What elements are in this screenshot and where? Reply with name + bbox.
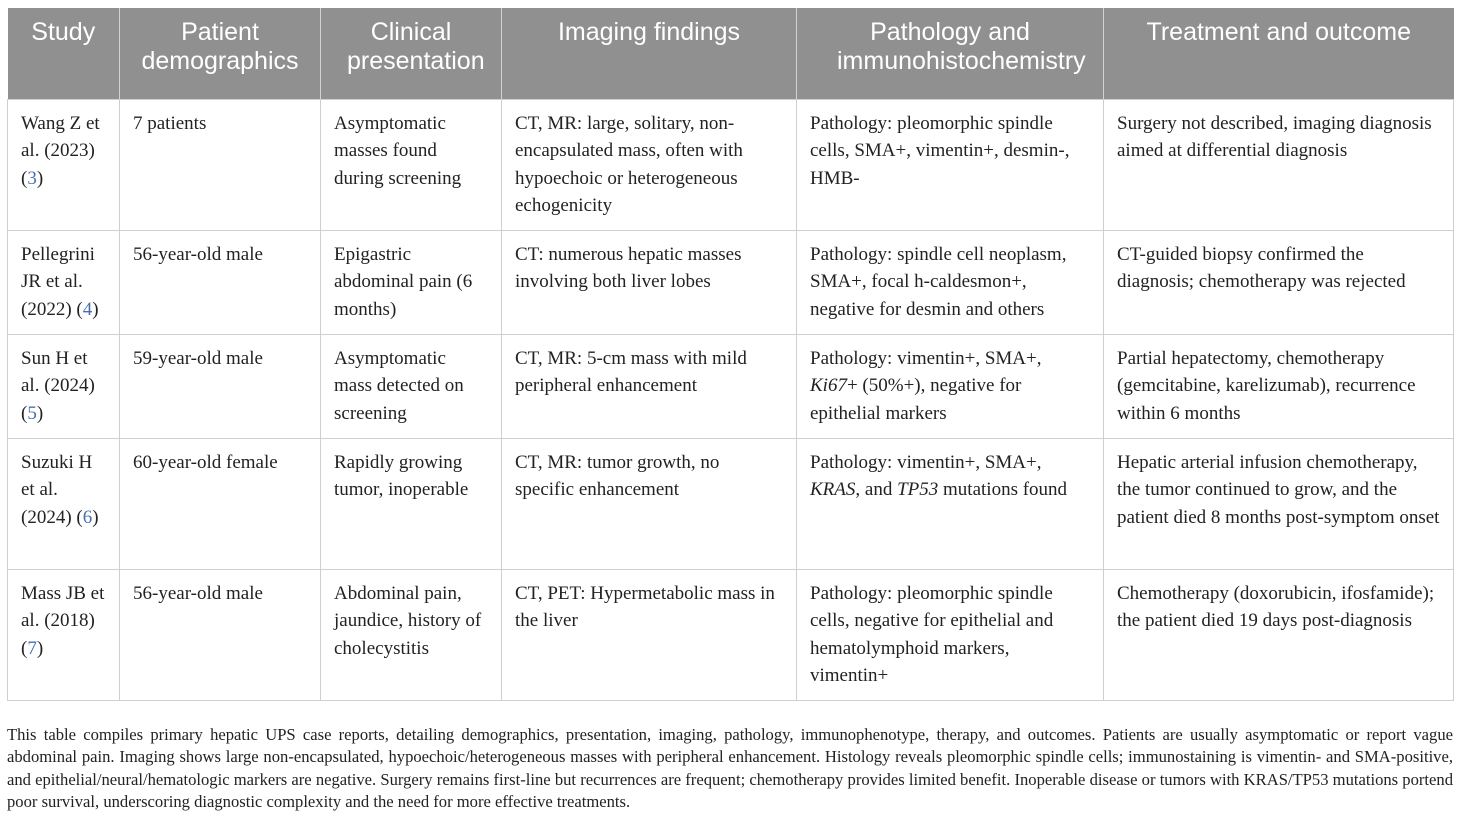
column-header-study: Study <box>8 8 120 99</box>
cell-study <box>8 438 120 569</box>
cell-study <box>8 334 120 438</box>
cell-treatment: Partial hepatectomy, chemotherapy (gemcitabine, karelizumab), recurrence within 6 months <box>1104 334 1454 438</box>
cell-demographics: 60-year-old female <box>120 438 321 569</box>
marker-ki67: Ki67 <box>810 375 847 396</box>
pathology-text: mutations found <box>938 479 1068 500</box>
study-citation: Suzuki H et al. (2024) ( <box>21 451 93 528</box>
cell-treatment: Hepatic arterial infusion chemotherapy, the tumor continued to grow, and the patient died 8 months post-symptom onset <box>1104 438 1454 569</box>
cell-imaging: CT, MR: tumor growth, no specific enhancement <box>502 438 797 569</box>
study-citation: Sun H et al. (2024) ( <box>21 347 95 424</box>
table-footnote: This table compiles primary hepatic UPS case reports, detailing demographics, presentation, imaging, pathology, immunophenotype, therapy, and outcomes. Patients are usually asymptomatic or report vague abdominal pain. Imaging shows large non-encapsulated, hypoechoic/heterogeneous masses with peripheral enhancement. Histology reveals pleomorphic spindle cells; immunostaining is vimentin- and SMA-positive, and epithelial/neural/hematologic markers are negative. Surgery remains first-line but recurrences are frequent; chemotherapy provides limited benefit. Inoperable disease or tumors with KRAS/TP53 mutations portend poor survival, underscoring diagnostic complexity and the need for more effective treatments. <box>7 725 1453 812</box>
reference-link[interactable]: 3 <box>27 167 37 189</box>
cell-study <box>8 99 120 230</box>
cell-presentation: Epigastric abdominal pain (6 months) <box>321 230 502 334</box>
cell-demographics: 7 patients <box>120 99 321 230</box>
column-header-presentation: Clinical presentation <box>321 8 502 99</box>
cell-pathology: Pathology: pleomorphic spindle cells, SMA+, vimentin+, desmin-, HMB- <box>797 99 1104 230</box>
reference-link[interactable]: 6 <box>82 506 93 528</box>
cell-imaging: CT: numerous hepatic masses involving both liver lobes <box>502 230 797 334</box>
cell-pathology <box>797 438 1104 569</box>
cell-presentation: Abdominal pain, jaundice, history of cholecystitis <box>321 569 502 700</box>
cell-demographics: 56-year-old male <box>120 569 321 700</box>
cell-treatment: Chemotherapy (doxorubicin, ifosfamide); the patient died 19 days post-diagnosis <box>1104 569 1454 700</box>
table-row <box>8 99 1454 230</box>
citation-close: ) <box>92 506 99 528</box>
pathology-text: Pathology: vimentin+, SMA+, <box>810 451 1042 473</box>
cell-imaging: CT, PET: Hypermetabolic mass in the liver <box>502 569 797 700</box>
citation-close: ) <box>36 402 44 424</box>
cell-presentation: Asymptomatic mass detected on screening <box>321 334 502 438</box>
study-citation: Wang Z et al. (2023) ( <box>21 112 100 189</box>
pathology-text: Pathology: vimentin+, SMA+, <box>810 347 1042 369</box>
column-header-demographics: Patient demographics <box>120 8 321 99</box>
gene-kras: KRAS <box>810 479 856 500</box>
cell-treatment: Surgery not described, imaging diagnosis aimed at differential diagnosis <box>1104 99 1454 230</box>
table-container <box>7 8 1453 701</box>
column-header-pathology: Pathology and immunohistochemistry <box>797 8 1104 99</box>
cell-presentation: Rapidly growing tumor, inoperable <box>321 438 502 569</box>
cell-study <box>8 569 120 700</box>
citation-close: ) <box>36 167 44 189</box>
citation-close: ) <box>92 298 99 320</box>
table-header-row <box>8 8 1454 99</box>
gene-tp53: TP53 <box>897 479 939 500</box>
cell-pathology <box>797 334 1104 438</box>
cell-pathology: Pathology: pleomorphic spindle cells, negative for epithelial and hematolymphoid markers, vimentin+ <box>797 569 1104 700</box>
column-header-imaging: Imaging findings <box>502 8 797 99</box>
pathology-text: + (50%+), negative for epithelial markers <box>810 375 1022 424</box>
reference-link[interactable]: 4 <box>82 298 93 320</box>
reference-link[interactable]: 7 <box>27 637 37 659</box>
pathology-text: , and <box>855 479 898 500</box>
cell-demographics: 56-year-old male <box>120 230 321 334</box>
citation-close: ) <box>36 637 44 659</box>
cell-pathology: Pathology: spindle cell neoplasm, SMA+, focal h-caldesmon+, negative for desmin and others <box>797 230 1104 334</box>
study-citation: Pellegrini JR et al. (2022) ( <box>21 243 95 320</box>
table-row <box>8 230 1454 334</box>
cell-demographics: 59-year-old male <box>120 334 321 438</box>
cell-presentation: Asymptomatic masses found during screening <box>321 99 502 230</box>
cell-study <box>8 230 120 334</box>
cell-treatment: CT-guided biopsy confirmed the diagnosis; chemotherapy was rejected <box>1104 230 1454 334</box>
table-row <box>8 569 1454 700</box>
table-row <box>8 438 1454 569</box>
study-citation: Mass JB et al. (2018) ( <box>21 582 105 659</box>
cell-imaging: CT, MR: large, solitary, non-encapsulated mass, often with hypoechoic or heterogeneous echogenicity <box>502 99 797 230</box>
reference-link[interactable]: 5 <box>27 402 37 424</box>
cell-imaging: CT, MR: 5-cm mass with mild peripheral enhancement <box>502 334 797 438</box>
column-header-treatment: Treatment and outcome <box>1104 8 1454 99</box>
table-row <box>8 334 1454 438</box>
case-reports-table <box>7 8 1454 701</box>
